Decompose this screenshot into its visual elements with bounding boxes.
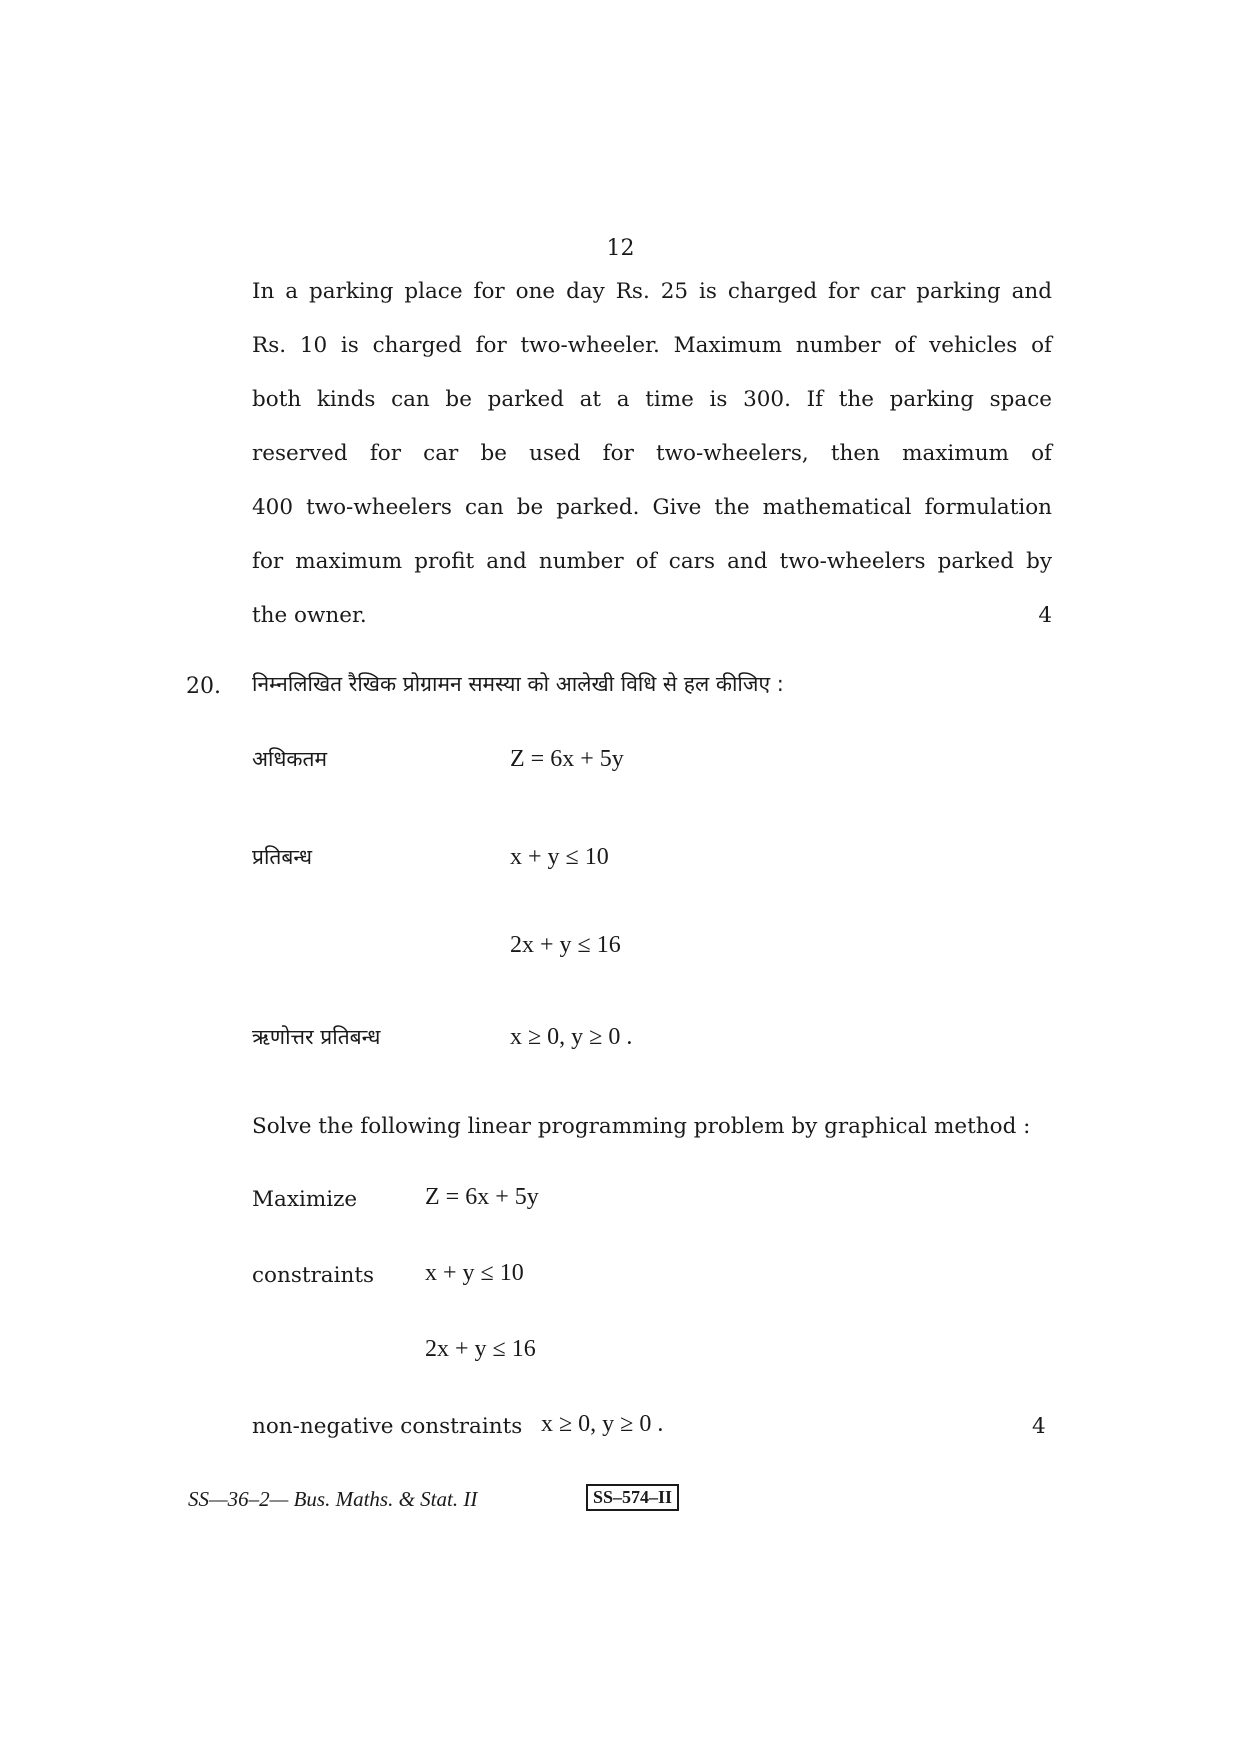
- q20-hindi-constraints-label: प्रतिबन्ध: [252, 845, 313, 869]
- q19-last-line-text: the owner.: [252, 603, 367, 628]
- footer-paper-code: SS–574–II: [586, 1484, 679, 1511]
- q20-english-nonneg: x ≥ 0, y ≥ 0 .: [541, 1411, 664, 1437]
- q19-line-6: for maximum profit and number of cars and two-wheelers parked by: [252, 549, 1052, 574]
- q20-english-constraints-label: constraints: [252, 1263, 374, 1288]
- page-number: 12: [606, 236, 635, 261]
- q20-english-nonneg-label: non-negative constraints: [252, 1414, 523, 1439]
- q20-hindi-maximize-label: अधिकतम: [252, 747, 328, 771]
- q20-hindi-constraint-2: 2x + y ≤ 16: [510, 932, 621, 958]
- q19-last-line: [252, 589, 1052, 643]
- q20-number: 20.: [186, 674, 221, 699]
- q20-hindi-instruction: निम्नलिखित रैखिक प्रोग्रामन समस्या को आलेखी विधि से हल कीजिए :: [252, 672, 784, 696]
- q19-line-1: In a parking place for one day Rs. 25 is charged for car parking and: [252, 279, 1052, 304]
- q19-marks: 4: [1038, 603, 1052, 628]
- q20-english-objective: Z = 6x + 5y: [425, 1184, 539, 1210]
- q20-hindi-nonneg-label: ऋणोत्तर प्रतिबन्ध: [252, 1025, 381, 1049]
- q20-hindi-nonneg: x ≥ 0, y ≥ 0 .: [510, 1024, 633, 1050]
- q19-line-2: Rs. 10 is charged for two-wheeler. Maximum number of vehicles of: [252, 333, 1052, 358]
- q20-english-constraint-1: x + y ≤ 10: [425, 1260, 524, 1286]
- q20-english-maximize-label: Maximize: [252, 1187, 358, 1212]
- q19-line-5: 400 two-wheelers can be parked. Give the mathematical formulation: [252, 495, 1052, 520]
- q20-hindi-objective: Z = 6x + 5y: [510, 746, 624, 772]
- footer-paper-title: SS—36–2— Bus. Maths. & Stat. II: [188, 1487, 478, 1511]
- q19-line-4: reserved for car be used for two-wheelers, then maximum of: [252, 441, 1052, 466]
- q20-marks: 4: [1032, 1414, 1046, 1439]
- q20-hindi-constraint-1: x + y ≤ 10: [510, 844, 609, 870]
- q20-english-instruction: Solve the following linear programming problem by graphical method :: [252, 1114, 1031, 1139]
- q19-line-3: both kinds can be parked at a time is 300. If the parking space: [252, 387, 1052, 412]
- q20-english-constraint-2: 2x + y ≤ 16: [425, 1336, 536, 1362]
